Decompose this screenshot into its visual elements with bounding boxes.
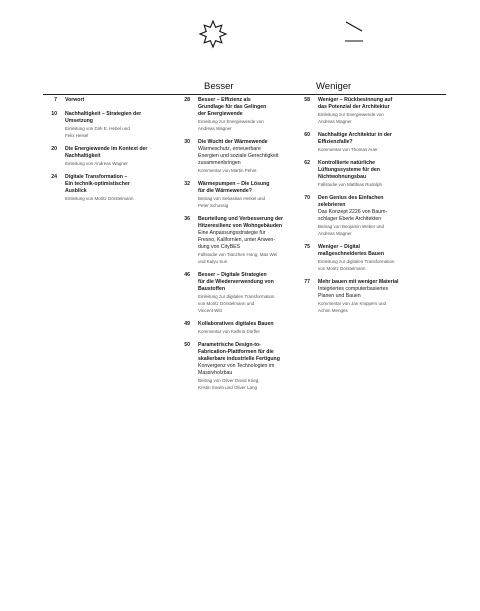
toc-column-left (43, 97, 183, 209)
entry-credit: Kommentar von Kathrin Dörfler (198, 329, 261, 334)
toc-entry[interactable] (176, 216, 306, 265)
toc-entry[interactable] (176, 181, 306, 209)
entry-subtitle: dung von CityBES (198, 244, 241, 250)
entry-title: Nachhaltigkeit (65, 153, 101, 159)
entry-subtitle: Integriertes computerbasiertes (318, 286, 389, 292)
entry-title: Nichtwohnungsbau (318, 174, 367, 180)
entry-credit: Kommentar von Jan Knippers und (318, 301, 387, 306)
entry-title: für die Wiederverwendung von (198, 279, 274, 285)
entry-credit: Andreas Wagner (198, 126, 232, 131)
toc-entry[interactable] (43, 111, 183, 139)
entry-credit: und Kaiyu Sun (198, 259, 228, 264)
entry-body (57, 111, 141, 139)
entry-title: Fabrication-Plattformen für die (198, 349, 274, 355)
entry-subtitle: schlager Eberle Architekten (318, 216, 382, 222)
entry-body (310, 97, 392, 125)
entry-title: Umsetzung (65, 118, 93, 124)
entry-subtitle: Das Konzept 2226 von Baum- (318, 209, 388, 215)
entry-credit: Beitrag von Sebastian Herkel und (198, 196, 266, 201)
page-number: 7 (54, 97, 57, 103)
page-number: 36 (184, 216, 190, 222)
page-number: 10 (51, 111, 57, 117)
diagonal-bar-icon (341, 20, 367, 46)
entry-body (190, 342, 280, 391)
entry-subtitle: Energien und soziale Gerechtigkeit (198, 153, 279, 159)
page-number: 32 (184, 181, 190, 187)
entry-subtitle: Massivholzbau (198, 370, 233, 376)
entry-title: Kollaboratives digitales Bauen (198, 321, 274, 327)
entry-credit: Kommentar von Thomas Auer (318, 147, 378, 152)
toc-entry[interactable] (176, 321, 306, 335)
page-number: 58 (304, 97, 310, 103)
entry-title: das Potenzial der Architektur (318, 104, 390, 110)
toc-column-right (296, 97, 446, 321)
page-number: 46 (184, 272, 190, 278)
divider (43, 94, 197, 95)
page-number: 30 (184, 139, 190, 145)
page-number: 50 (184, 342, 190, 348)
entry-subtitle: Planen und Bauen (318, 293, 361, 299)
entry-title: Nachhaltigkeit – Strategien der (65, 111, 142, 117)
entry-credit: Beitrag von Benjamin Weber und (318, 224, 384, 229)
entry-body (57, 146, 147, 167)
page-number: 28 (184, 97, 190, 103)
entry-subtitle: zusammenbringen (198, 160, 241, 166)
entry-credit: Andreas Wagner (318, 231, 352, 236)
toc-entry[interactable] (296, 244, 446, 272)
page-number: 60 (304, 132, 310, 138)
toc-entry[interactable] (176, 139, 306, 174)
entry-credit: Beitrag von Oliver David Krieg, (198, 378, 260, 383)
page-number: 62 (304, 160, 310, 166)
entry-credit: Peter Schossig (198, 203, 229, 208)
entry-subtitle: Eine Anpassungsstrategie für (198, 230, 266, 236)
entry-body (190, 272, 275, 314)
page-number: 70 (304, 195, 310, 201)
page-number: 75 (304, 244, 310, 250)
entry-title: skalierbare industrielle Fertigung (198, 356, 280, 362)
entry-subtitle: Wärmeschutz, erneuerbare (198, 146, 261, 152)
entry-body (190, 181, 269, 209)
entry-title: Die Wucht der Wärmewende (198, 139, 268, 145)
toc-entry[interactable] (176, 97, 306, 132)
entry-credit: Fallstudie von Tianzhen Hong, Max Wei (198, 252, 278, 257)
entry-credit: Andreas Wagner (318, 119, 352, 124)
entry-title: Weniger – Digital (318, 244, 360, 250)
entry-credit: Einleitung zur digitalen Transformation (198, 294, 275, 299)
entry-credit: Kristin Sowin und Oliver Lang (198, 385, 258, 390)
entry-title: Besser – Effizienz als (198, 97, 251, 103)
entry-title: Den Genius des Einfachen (318, 195, 384, 201)
entry-body (310, 195, 387, 237)
entry-title: Grundlage für das Gelingen (198, 104, 267, 110)
entry-credit: Einleitung von Moritz Dörstelmann (65, 196, 134, 201)
entry-body (190, 321, 274, 335)
toc-entry[interactable] (43, 97, 183, 104)
entry-title: der Energiewende (198, 111, 243, 117)
toc-entry[interactable] (296, 97, 446, 125)
entry-title: Kontrollierte natürliche (318, 160, 376, 166)
entry-credit: Einleitung von Dirk E. Hebel und (65, 126, 130, 131)
entry-body (57, 174, 134, 202)
toc-entry[interactable] (296, 132, 446, 153)
divider (296, 94, 446, 95)
toc-entry[interactable] (296, 160, 446, 188)
entry-body (310, 132, 392, 153)
entry-title: Ausblick (65, 188, 87, 194)
entry-credit: Felix Heisel (65, 133, 89, 138)
page-number: 77 (304, 279, 310, 285)
toc-entry[interactable] (296, 279, 446, 314)
entry-title: Die Energiewende im Kontext der (65, 146, 148, 152)
entry-body (310, 244, 395, 272)
entry-title: maßgeschneidertes Bauen (318, 251, 385, 257)
toc-entry[interactable] (43, 146, 183, 167)
entry-title: Parametrische Design-to- (198, 342, 261, 348)
entry-title: Baustoffen (198, 286, 226, 292)
entry-title: Vorwort (65, 97, 85, 103)
header-weniger: Weniger (316, 81, 352, 92)
entry-subtitle: Fresno, Kalifornien, unter Anwen- (198, 237, 275, 243)
entry-title: Digitale Transformation – (65, 174, 128, 180)
toc-entry[interactable] (176, 272, 306, 314)
entry-title: Ein technik-optimistischer (65, 181, 130, 187)
page-number: 49 (184, 321, 190, 327)
toc-entry[interactable] (296, 195, 446, 237)
entry-subtitle: Konvergenz von Technologien im (198, 363, 275, 369)
entry-credit: Achim Menges (318, 308, 348, 313)
toc-entry[interactable] (176, 342, 306, 391)
entry-credit: Kommentar von Martin Pehnt (198, 168, 257, 173)
page-number: 24 (51, 174, 57, 180)
entry-credit: Einleitung zur Energiewende von (318, 112, 384, 117)
page-number: 20 (51, 146, 57, 152)
entry-credit: Einleitung zur Energiewende von (198, 119, 264, 124)
entry-title: Nachhaltige Architektur in der (318, 132, 392, 138)
entry-body (310, 160, 382, 188)
toc-entry[interactable] (43, 174, 183, 202)
entry-title: zelebrieren (318, 202, 346, 208)
entry-credit: Fallstudie von Matthias Rudolph (318, 182, 383, 187)
entry-title: für die Wärmewende? (198, 188, 252, 194)
entry-title: Beurteilung und Verbesserung der (198, 216, 284, 222)
entry-title: Lüftungssysteme für den (318, 167, 380, 173)
header-besser: Besser (204, 81, 234, 92)
entry-body (190, 97, 266, 132)
entry-title: Wärmepumpen – Die Lösung (198, 181, 270, 187)
entry-body (190, 216, 283, 265)
entry-title: Besser – Digitale Strategien (198, 272, 267, 278)
entry-title: Hitzeresilienz von Wohngebäuden (198, 223, 283, 229)
sun-star-icon (198, 20, 228, 50)
entry-body (310, 279, 398, 314)
entry-body (57, 97, 84, 104)
entry-body (190, 139, 278, 174)
entry-credit: Einleitung von Andreas Wagner (65, 161, 128, 166)
entry-title: Mehr bauen mit weniger Material (318, 279, 399, 285)
entry-credit: von Moritz Dörstelmann (318, 266, 366, 271)
toc-column-middle (176, 97, 306, 398)
entry-title: Effizienzfalle? (318, 139, 353, 145)
entry-credit: Vincent Witt (198, 308, 222, 313)
entry-credit: von Moritz Dörstelmann und (198, 301, 255, 306)
divider (184, 94, 308, 95)
entry-credit: Einleitung zur digitalen Transformation (318, 259, 395, 264)
entry-title: Weniger – Rückbesinnung auf (318, 97, 393, 103)
